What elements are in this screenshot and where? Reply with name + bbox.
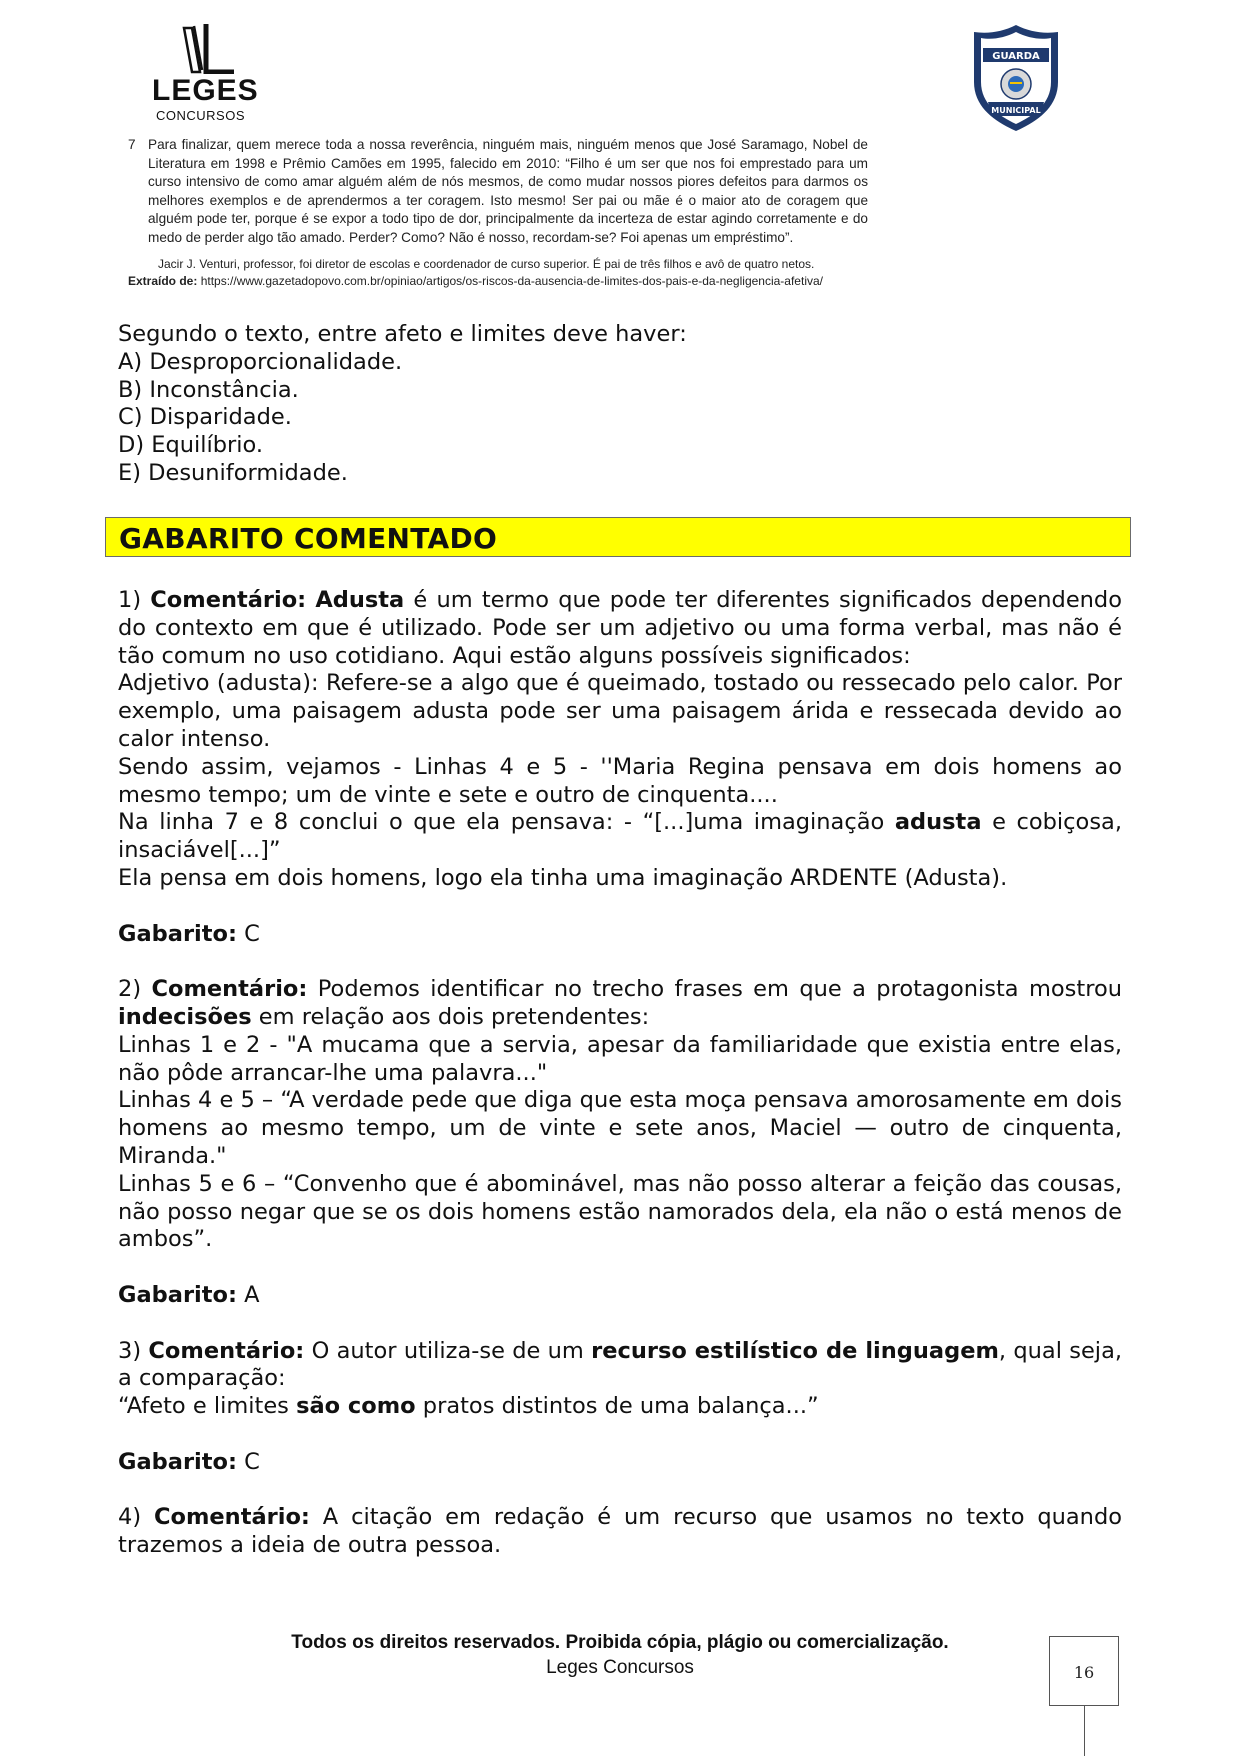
comment-text: pratos distintos de uma balança...” (415, 1393, 819, 1420)
logo-mark-icon (180, 22, 240, 74)
badge-top-label: GUARDA (992, 51, 1040, 62)
comment-label: Comentário: (150, 587, 307, 613)
badge-bottom-label: MUNICIPAL (991, 106, 1041, 115)
leges-logo (150, 22, 260, 122)
comment-4-intro (118, 1504, 1122, 1560)
comment-1-intro (118, 587, 1122, 670)
excerpt-source-label: Extraído de: (128, 273, 201, 288)
comment-text: O autor utiliza-se de um (304, 1337, 592, 1364)
excerpt-source-url: https://www.gazetadopovo.com.br/opiniao/artigos/os-riscos-da-ausencia-de-limites-dos-pais-e-da-negligencia-afetiva/ (200, 273, 823, 288)
comment-1-lines-7-8 (118, 809, 1122, 865)
comment-number: 1) (118, 587, 151, 613)
comment-2-lines-1-2: Linhas 1 e 2 - "A mucama que a servia, apesar da familiaridade que existia entre elas, não pôde arrancar-lhe uma palavra..." (118, 1031, 1122, 1086)
comment-text: A citação em redação é um recurso que usamos no texto quando trazemos a ideia de outra pessoa. (118, 1504, 1122, 1559)
option-c: C) Disparidade. (118, 404, 292, 431)
comment-text: Na linha 7 e 8 conclui o que ela pensava: - “[...]uma imaginação (118, 809, 895, 836)
excerpt-author: Jacir J. Venturi, professor, foi diretor de escolas e coordenador de curso superior. É pai de três filhos e avô de quatro netos. (158, 256, 815, 271)
answer-2 (118, 1282, 1122, 1310)
comment-number: 3) (118, 1337, 149, 1364)
comment-term: Adusta (315, 587, 405, 613)
option-a: A) Desproporcionalidade. (118, 348, 403, 375)
answer-value: C (236, 920, 260, 947)
comment-2-lines-4-5: Linhas 4 e 5 – “A verdade pede que diga que esta moça pensava amorosamente em dois homens ao mesmo tempo, um de vinte e sete anos, Maciel — outro de cinquenta, Miranda." (118, 1087, 1122, 1169)
answer-value: A (236, 1281, 260, 1308)
answer-value: C (236, 1448, 260, 1475)
page-number: 16 (1073, 1663, 1095, 1682)
page-number-box (1049, 1636, 1119, 1706)
excerpt-paragraph: Para finalizar, quem merece toda a nossa reverência, ninguém mais, ninguém menos que José Saramago, Nobel de Literatura em 1998 e Prêmio Camões em 1995, falecido em 2010: “Filho é um ser que nos foi emprestado para um curso intensivo de como amar alguém além de nós mesmos, de como mudar nossos piores defeitos para darmos os melhores exemplos e de aprendermos a ter coragem. Isto mesmo! Ser pai ou mãe é o maior ato de coragem que alguém pode ter, porque é se expor a todo tipo de dor, principalmente da incerteza de estar agindo corretamente e do medo de perder algo tão amado. Perder? Como? Não é nosso, recordam-se? Foi apenas um empréstimo”. (148, 137, 868, 245)
answer-1 (118, 921, 1122, 949)
excerpt-line-number: 7 (128, 137, 136, 152)
spacer (118, 893, 1122, 921)
shield-icon (970, 22, 1062, 134)
spacer (118, 948, 1122, 976)
option-e: E) Desuniformidade. (118, 459, 348, 486)
comment-label: Comentário: (154, 1504, 310, 1531)
footer-rights: Todos os direitos reservados. Proibida cópia, plágio ou comercialização. (291, 1632, 949, 1653)
answer-3 (118, 1449, 1122, 1477)
option-d: D) Equilíbrio. (118, 432, 264, 459)
guarda-municipal-badge (970, 22, 1062, 134)
spacer (118, 1254, 1122, 1282)
comment-text: “Afeto e limites (118, 1393, 297, 1420)
comment-label: Comentário: (151, 976, 308, 1003)
spacer (118, 1421, 1122, 1449)
comment-bold: indecisões (118, 1003, 252, 1030)
answer-label: Gabarito: (118, 1448, 237, 1475)
comment-text: , qual seja, a comparação: (118, 1337, 1123, 1392)
comment-bold: adusta (894, 809, 982, 836)
option-b: B) Inconstância. (118, 376, 299, 403)
comment-text: Podemos identificar no trecho frases em que a protagonista mostrou (307, 976, 1122, 1003)
footer-company: Leges Concursos (546, 1657, 694, 1678)
section-title: GABARITO COMENTADO (119, 522, 498, 555)
comment-bold: recurso estilístico de linguagem (591, 1337, 999, 1364)
question-block (118, 321, 1118, 488)
comment-1-adjective: Adjetivo (adusta): Refere-se a algo que é queimado, tostado ou ressecado pelo calor. Por exemplo, uma paisagem adusta pode ser uma paisagem árida e ressecada devido ao calor intenso. (118, 670, 1122, 752)
logo-wordmark: LEGES (152, 74, 259, 107)
comment-3-quote (118, 1393, 1122, 1421)
comment-text: é um termo que pode ter diferentes significados dependendo do contexto em que é utilizado. Pode ser um adjetivo ou uma forma verbal, mas não é tão comum no uso cotidiano. Aqui estão alguns possíveis significados: (118, 587, 1122, 669)
commentary (118, 587, 1122, 1560)
spacer (118, 1310, 1122, 1338)
comment-text: e cobiçosa, insaciável[...]” (118, 809, 1122, 864)
question-stem: Segundo o texto, entre afeto e limites deve haver: (118, 321, 687, 347)
comment-2-lines-5-6: Linhas 5 e 6 – “Convenho que é abominável, mas não posso alterar a feição das cousas, não posso negar que se os dois homens estão namorados dela, ela não o está menos de ambos”. (118, 1170, 1122, 1253)
text-excerpt (128, 136, 868, 290)
comment-1-lines-4-5: Sendo assim, vejamos - Linhas 4 e 5 - ''Maria Regina pensava em dois homens ao mesmo tempo; um de vinte e sete e outro de cinquenta.... (118, 753, 1122, 808)
comment-number: 2) (118, 976, 152, 1003)
comment-1-conclusion: Ela pensa em dois homens, logo ela tinha uma imaginação ARDENTE (Adusta). (118, 864, 1008, 891)
comment-label: Comentário: (148, 1337, 305, 1364)
comment-number: 4) (118, 1504, 154, 1531)
comment-bold: são como (296, 1393, 416, 1420)
section-header (105, 517, 1131, 557)
excerpt-source (128, 273, 868, 290)
comment-2-intro (118, 976, 1122, 1032)
logo-subtitle: CONCURSOS (156, 108, 246, 123)
comment-text: em relação aos dois pretendentes: (251, 1003, 650, 1030)
comment-3-intro (118, 1338, 1122, 1394)
answer-label: Gabarito: (118, 920, 237, 947)
spacer (118, 1477, 1122, 1505)
answer-label: Gabarito: (118, 1281, 237, 1308)
page-box-stem (1084, 1706, 1085, 1756)
